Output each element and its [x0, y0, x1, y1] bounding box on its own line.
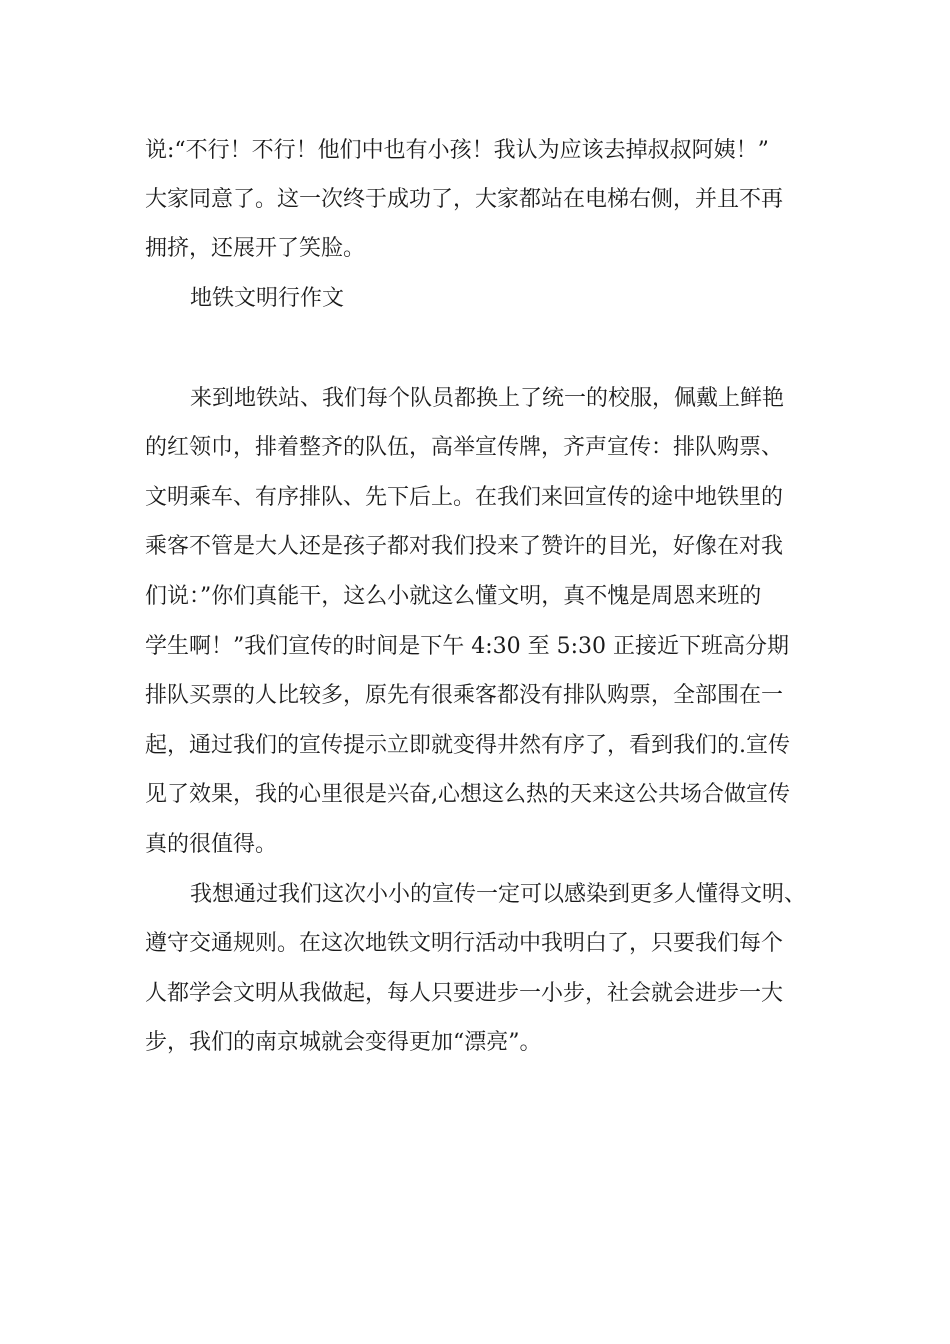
text-line: 学生啊！”我们宣传的时间是下午 4:30 至 5:30 正接近下班高分期	[145, 634, 790, 659]
text-line: 真的很值得。	[145, 832, 278, 857]
text-line: 见了效果，我的心里很是兴奋,心想这么热的天来这公共场合做宣传	[145, 782, 790, 807]
text-line: 拥挤，还展开了笑脸。	[145, 236, 366, 261]
text-line: 的红领巾，排着整齐的队伍，高举宣传牌，齐声宣传：排队购票、	[145, 435, 784, 460]
text-line: 乘客不管是大人还是孩子都对我们投来了赞许的目光，好像在对我	[145, 534, 784, 559]
text-line: 我想通过我们这次小小的宣传一定可以感染到更多人懂得文明、	[190, 882, 807, 907]
text-line: 步，我们的南京城就会变得更加“漂亮”。	[145, 1030, 542, 1055]
text-line: 排队买票的人比较多，原先有很乘客都没有排队购票，全部围在一	[145, 683, 784, 708]
text-line: 们说：”你们真能干，这么小就这么懂文明，真不愧是周恩来班的	[145, 584, 762, 609]
text-line: 遵守交通规则。在这次地铁文明行活动中我明白了，只要我们每个	[145, 931, 784, 956]
text-line: 大家同意了。这一次终于成功了，大家都站在电梯右侧，并且不再	[145, 187, 784, 212]
text-line: 人都学会文明从我做起，每人只要进步一小步，社会就会进步一大	[145, 981, 784, 1006]
text-line: 文明乘车、有序排队、先下后上。在我们来回宣传的途中地铁里的	[145, 485, 784, 510]
section-heading: 地铁文明行作文	[190, 286, 345, 311]
text-line: 说:“不行！不行！他们中也有小孩！我认为应该去掉叔叔阿姨！”	[145, 138, 769, 163]
text-line: 来到地铁站、我们每个队员都换上了统一的校服，佩戴上鲜艳	[190, 386, 785, 411]
text-line: 起，通过我们的宣传提示立即就变得井然有序了，看到我们的.宣传	[145, 733, 790, 758]
